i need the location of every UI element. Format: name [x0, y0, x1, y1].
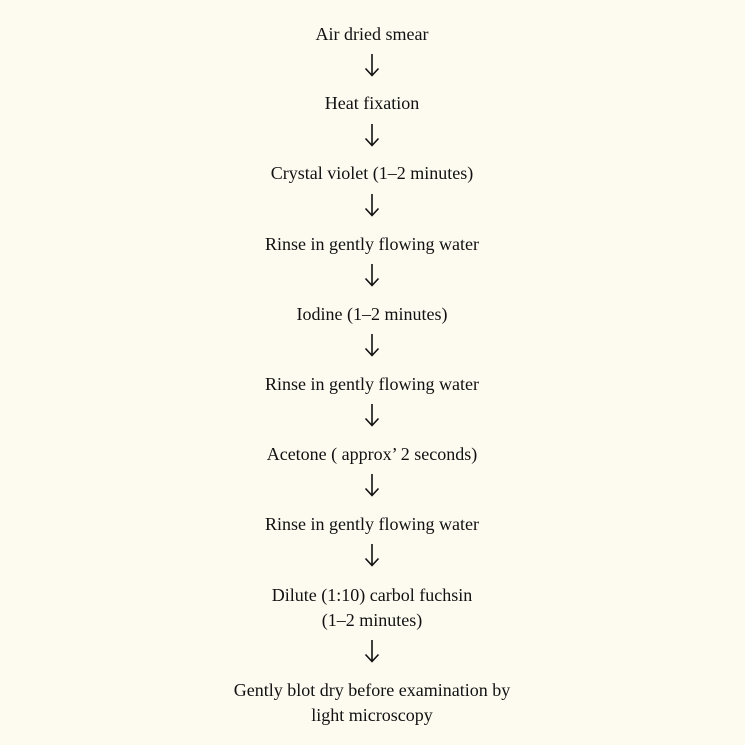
step-text: Rinse in gently flowing water: [265, 514, 479, 534]
step-text: Air dried smear: [315, 24, 429, 44]
step-text: Acetone ( approx’ 2 seconds): [266, 444, 478, 464]
arrow-down-icon: [362, 122, 382, 148]
step-text: Heat fixation: [324, 93, 420, 113]
flow-step: [122, 678, 622, 728]
arrow-down-icon: [362, 122, 382, 148]
step-text: Rinse in gently flowing water: [265, 374, 479, 394]
arrow-down-icon: [362, 638, 382, 664]
arrow-down-icon: [362, 332, 382, 358]
step-text: Gently blot dry before examination by: [233, 680, 511, 700]
arrow-down-icon: [362, 402, 382, 428]
flow-step: [122, 512, 622, 537]
arrow-down-icon: [362, 52, 382, 78]
step-text: Crystal violet (1–2 minutes): [270, 163, 474, 183]
flow-step: [122, 302, 622, 327]
flow-step: [122, 372, 622, 397]
arrow-down-icon: [362, 402, 382, 428]
flow-step: [122, 583, 622, 633]
arrow-down-icon: [362, 638, 382, 664]
step-text: Rinse in gently flowing water: [265, 234, 479, 254]
flow-step: [122, 232, 622, 257]
arrow-down-icon: [362, 332, 382, 358]
arrow-down-icon: [362, 262, 382, 288]
step-text: Iodine (1–2 minutes): [296, 304, 448, 324]
arrow-down-icon: [362, 542, 382, 568]
arrow-down-icon: [362, 472, 382, 498]
flow-step: [122, 442, 622, 467]
step-text: Dilute (1:10) carbol fuchsin: [271, 585, 473, 605]
arrow-down-icon: [362, 542, 382, 568]
arrow-down-icon: [362, 192, 382, 218]
step-text: (1–2 minutes): [321, 610, 423, 630]
arrow-down-icon: [362, 262, 382, 288]
step-text: light microscopy: [311, 705, 433, 725]
flow-step: [122, 22, 622, 47]
arrow-down-icon: [362, 192, 382, 218]
arrow-down-icon: [362, 52, 382, 78]
arrow-down-icon: [362, 472, 382, 498]
flow-step: [122, 161, 622, 186]
flow-step: [122, 91, 622, 116]
